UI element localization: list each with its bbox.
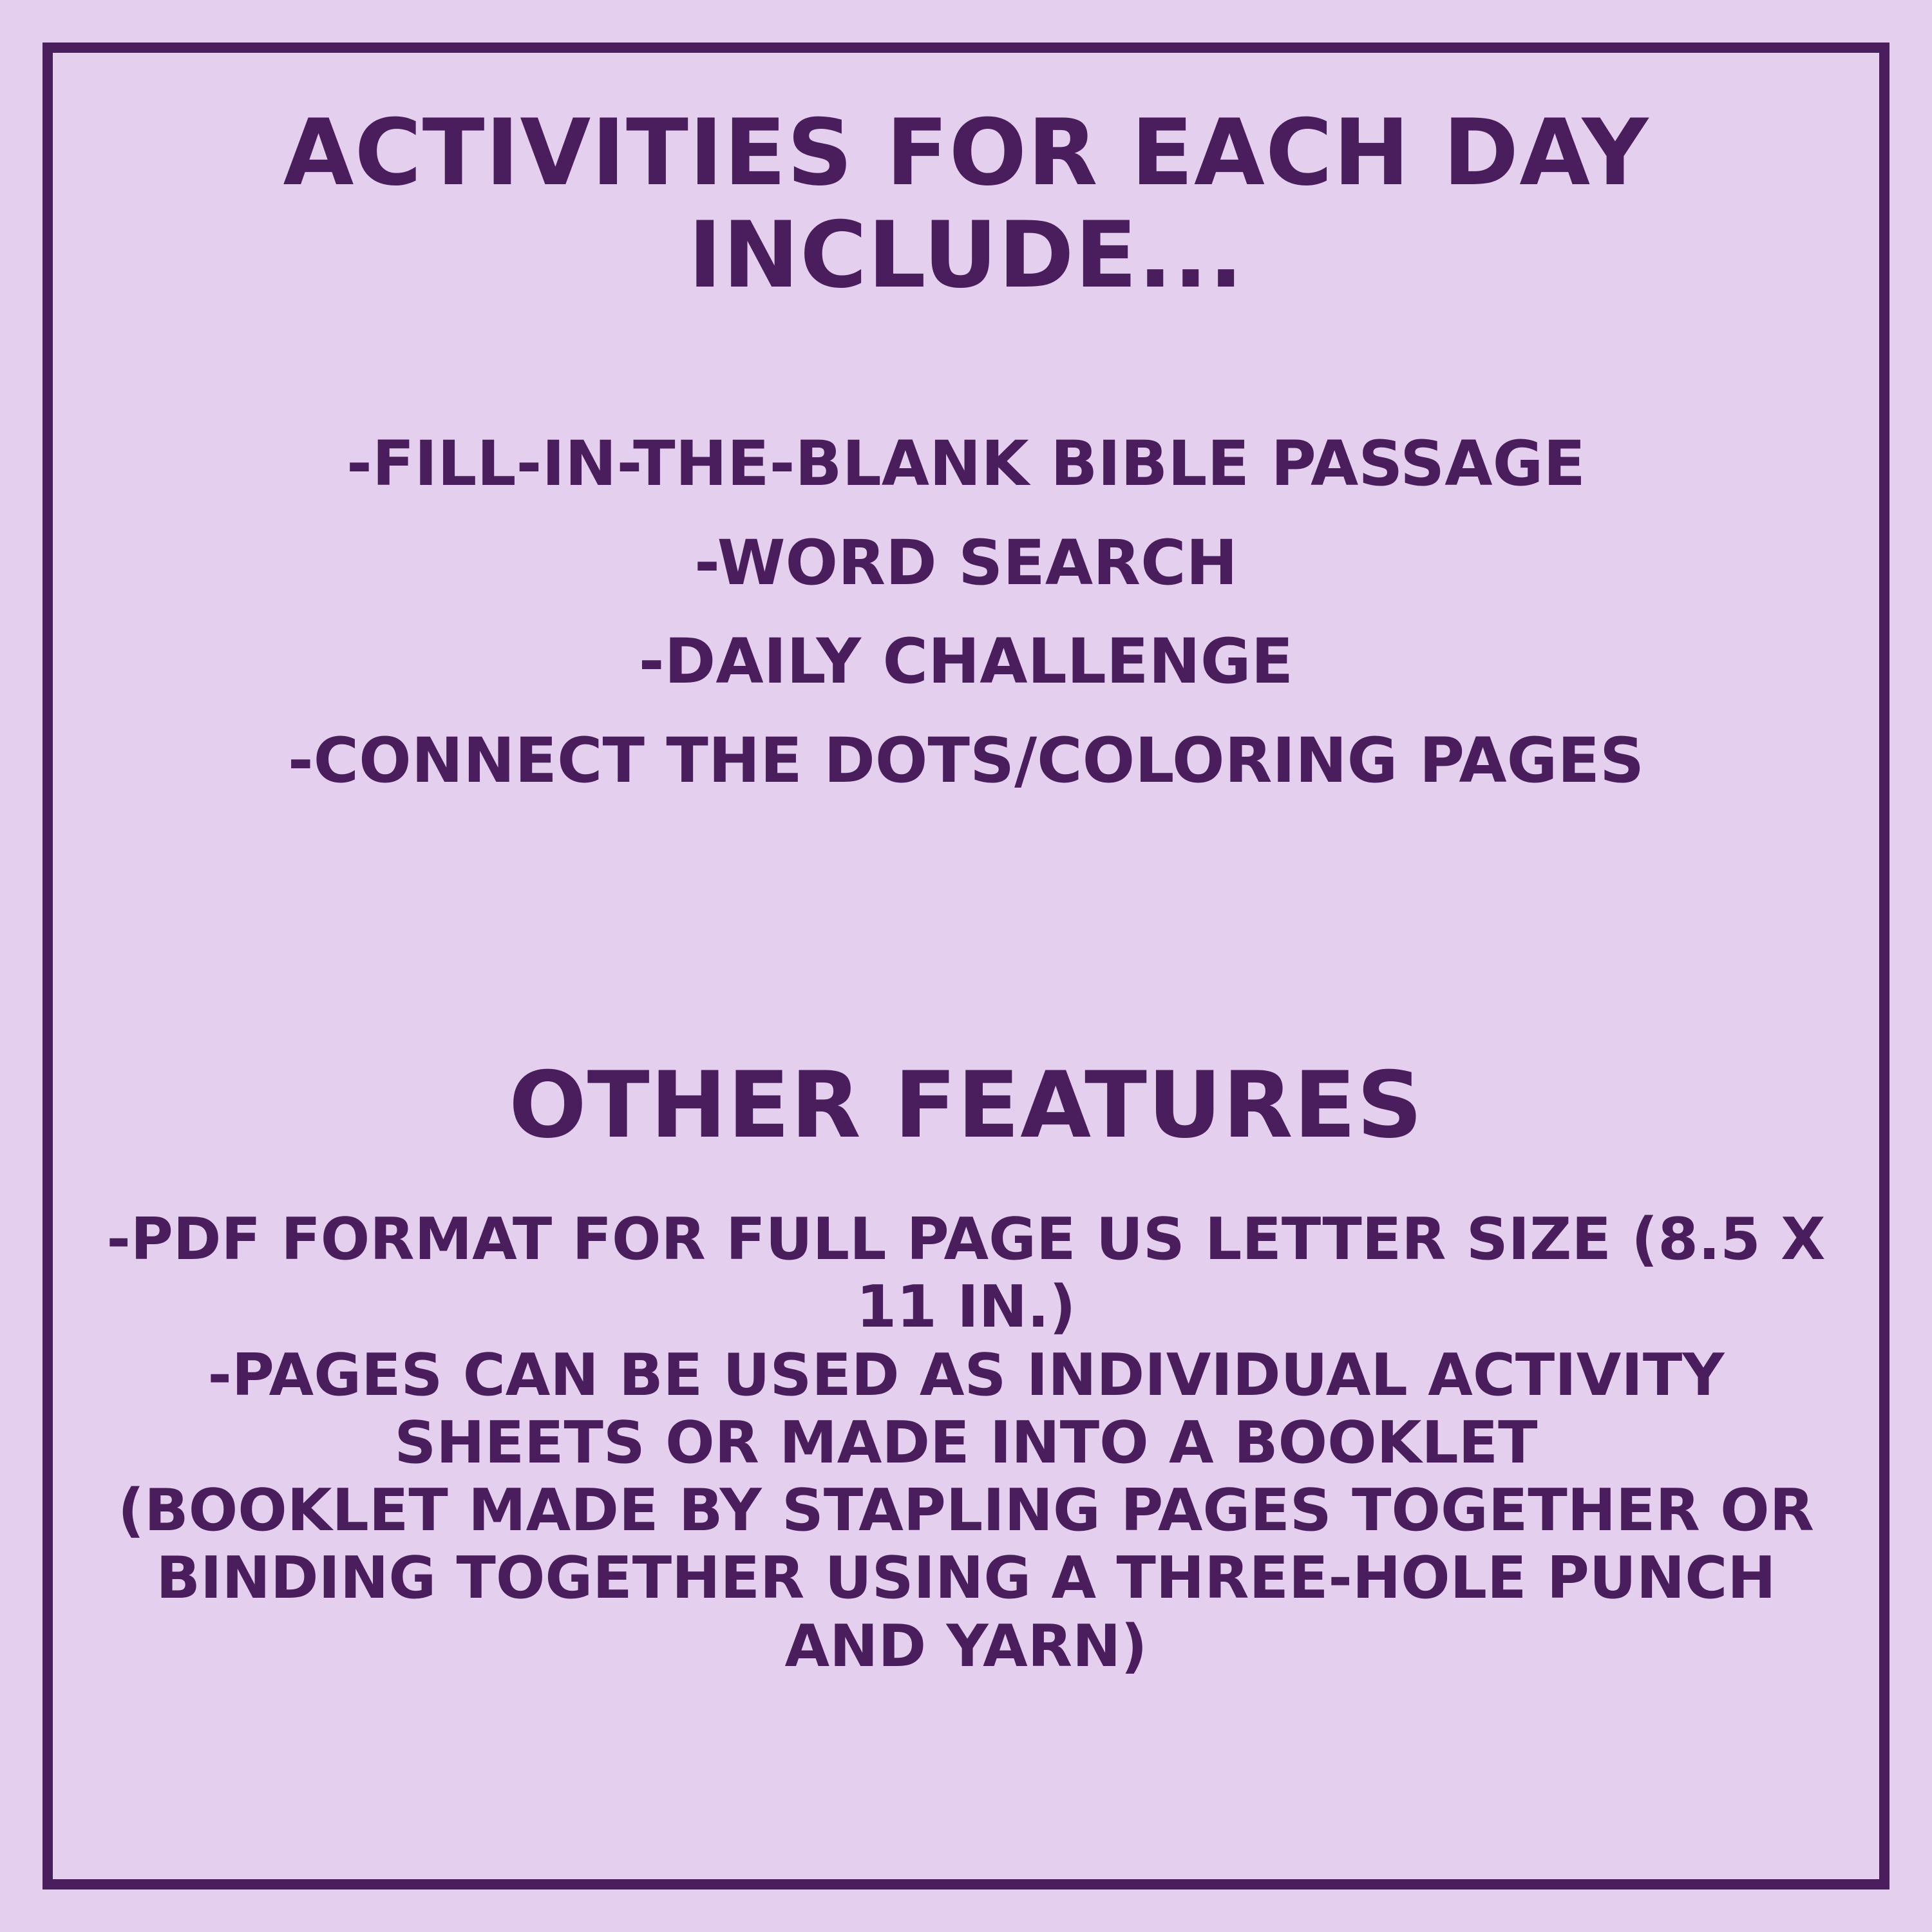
activities-list: [98, 430, 1834, 825]
page-frame: [43, 43, 1889, 1889]
page-content: [53, 53, 1879, 1879]
activities-heading: ACTIVITIES FOR EACH DAY INCLUDE...: [283, 100, 1649, 309]
activity-item-daily-challenge: -DAILY CHALLENGE: [638, 625, 1294, 698]
feature-item-activity-sheets: -PAGES CAN BE USED AS INDIVIDUAL ACTIVITY SHEETS OR MADE INTO A BOOKLET: [207, 1341, 1725, 1477]
feature-item-pdf-format: -PDF FORMAT FOR FULL PAGE US LETTER SIZE (8.5 X 11 IN.): [106, 1206, 1826, 1341]
feature-item-booklet-note: (BOOKLET MADE BY STAPLING PAGES TOGETHER OR BINDING TOGETHER USING A THREE-HOLE PUNCH AND YARN): [118, 1477, 1814, 1680]
activity-item-fill-in-the-blank: -FILL-IN-THE-BLANK BIBLE PASSAGE: [346, 428, 1586, 500]
activity-item-connect-the-dots: -CONNECT THE DOTS/COLORING PAGES: [287, 724, 1645, 797]
activity-item-word-search: -WORD SEARCH: [694, 526, 1238, 599]
other-features-heading: OTHER FEATURES: [509, 1052, 1423, 1159]
features-list: [98, 1206, 1834, 1680]
